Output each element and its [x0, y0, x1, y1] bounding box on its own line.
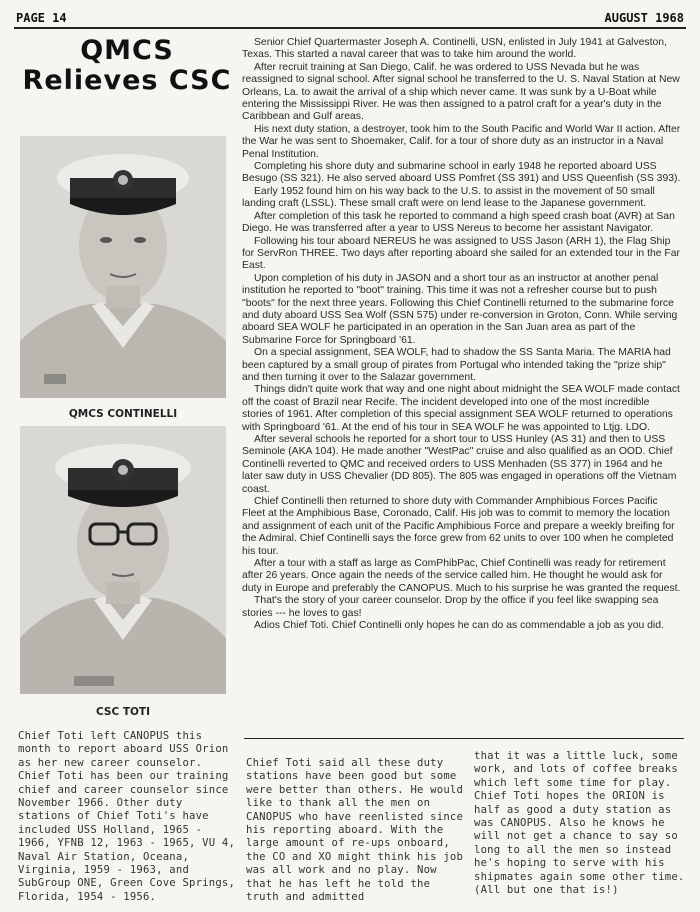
issue-date: AUGUST 1968 — [604, 11, 684, 25]
section-divider — [244, 738, 684, 739]
article-paragraph: After recruit training at San Diego, Calif. he was ordered to USS Nevada but he was reassigned to signal school. After signal school he transferred to the U. S. Naval Station at New Orleans, La. to await the arrival of a ship which never came. It was sunk by a U-Boat while entering the Mississippi River. He was then assigned to a patrol craft for a year's duty in the Caribbean and Gulf areas. — [242, 61, 680, 123]
article-paragraph: Adios Chief Toti. Chief Continelli only hopes he can do as commendable a job as you did. — [254, 620, 664, 632]
article-paragraph: After several schools he reported for a short tour to USS Hunley (AS 31) and then to USS Seminole (AKA 104). He made another "WestPac" cruise and also qualified as an OOD. Chief Continelli reverted to QMC and received orders to USS Menhaden (SS 377) in 1964 and he later saw duty in USS Chevalier (DD 805). The 805 was engaged in operations off the Vietnam coast. — [242, 434, 677, 495]
article-paragraph: Chief Continelli then returned to shore duty with Commander Amphibious Forces Pacific Fleet at the Amphibious Base, Coronado, Calif. His job was to commit to memory the location and assignment of each unit of the Pacific Amphibious Force and prepare a weekly breifing for the Admiral. Chief Continelli says the force grew from 62 units to over 100 when he completed his tour. — [242, 496, 675, 557]
photo-caption-toti: CSC TOTI — [96, 706, 150, 718]
article-paragraph: His next duty station, a destroyer, took him to the South Pacific and World War II action. After the War he was sent to Shoemaker, Calif. for a tour of shore duty as an instructor in a Naval Penal Institution. — [242, 123, 681, 160]
article-paragraph: Early 1952 found him on his way back to the U.S. to assist in the movement of 50 small landing craft (LSSL). These small craft were on lend lease to the Japanese government. — [242, 185, 655, 210]
portrait-photo-toti — [20, 426, 226, 694]
article-paragraph: Completing his shore duty and submarine school in early 1948 he reported aboard USS Besugo (SS 321). He also served aboard USS Pomfret (SS 391) and USS Queenfish (SS 393). — [242, 161, 681, 185]
article-paragraph: Following his tour aboard NEREUS he was assigned to USS Jason (ARH 1), the Flag Ship for ServRon THREE. Two days after reporting aboard she sailed for an extended tour in the Far East. — [242, 235, 680, 272]
article-paragraph: Senior Chief Quartermaster Joseph A. Continelli, USN, enlisted in July 1941 at Galveston, Texas. This started a naval career that was to take him around the world. — [242, 37, 667, 61]
toti-column-3: that it was a little luck, some work, and lots of coffee breaks which left some time for play. Chief Toti hopes the ORION is half as good a duty station as was CANOPUS. Also he knows he will not get a chance to say so long to all the men so instead he's hoping to serve with his shipmates again some other time. (All but one that is!) — [474, 750, 685, 897]
article-paragraph: After a tour with a staff as large as ComPhibPac, Chief Continelli was ready for retirement after 26 years. Once again the needs of the service called him. He thought he would ask for duty in Europe and preferably the CANOPUS. Much to his surprise he was granted the request. — [242, 558, 681, 594]
toti-column-1: Chief Toti left CANOPUS this month to report aboard USS Orion as her new career counselor. Chief Toti has been our training chief and career counselor since November 1966. Other duty stations of Chief Toti's have included USS Holland, 1965 - 1966, YFNB 12, 1963 - 1965, VU 4, Naval Air Station, Oceana, Virginia, 1959 - 1963, and SubGroup ONE, Green Cove Springs, Florida, 1954 - 1956. — [18, 730, 236, 903]
page-number: PAGE 14 — [16, 11, 67, 25]
article-paragraph: Things didn't quite work that way and one night about midnight the SEA WOLF made contact off the coast of Brazil near Recife. The incident developed into one of the most incredible stories of 1961. After completion of this special assignment SEA WOLF returned to operations with Springboard '61. At the end of his tour in SEA WOLF he was appointed to Ltjg. LDO. — [242, 384, 680, 433]
portrait-photo-continelli — [20, 136, 226, 398]
headline: QMCS Relieves CSC — [22, 35, 232, 96]
photo-caption-continelli: QMCS CONTINELLI — [68, 408, 178, 420]
page-header — [14, 11, 686, 29]
continelli-article — [242, 37, 682, 633]
article-paragraph: After completion of this task he reported to command a high speed crash boat (AVR) at San Diego. He was transferred after a year to USS Nereus to become her assistant Navigator. — [242, 210, 675, 235]
article-paragraph: Upon completion of his duty in JASON and a short tour as an instructor at another penal institution he reported to "boot" training. This time it was not a refresher course but to push "boots" for the next three years. Following this Chief Continelli returned to the submarine force and duty aboard USS Sea Wolf (SSN 575) under re-conversion in Groton, Conn. While serving aboard SEA WOLF he participated in an operation in the San Juan area as part of the Submarine Force for Springboard '61. — [242, 272, 678, 346]
article-paragraph: On a special assignment, SEA WOLF, had to shadow the SS Santa Maria. The MARIA had been captured by a small group of pirates from Portugal who intended taking the "prize ship" and then turning it over to the Salazar government. — [242, 347, 671, 383]
article-paragraph: That's the story of your career counselor. Drop by the office if you feel like swapping sea stories --- he loves to gas! — [242, 595, 659, 619]
toti-column-2: Chief Toti said all these duty stations have been good but some were better than others. He would like to thank all the men on CANOPUS who have reenlisted since his reporting aboard. With the large amount of re-ups onboard, the CO and XO might think his job was all work and no play. Now that he has left he told the truth and admitted — [246, 757, 464, 904]
